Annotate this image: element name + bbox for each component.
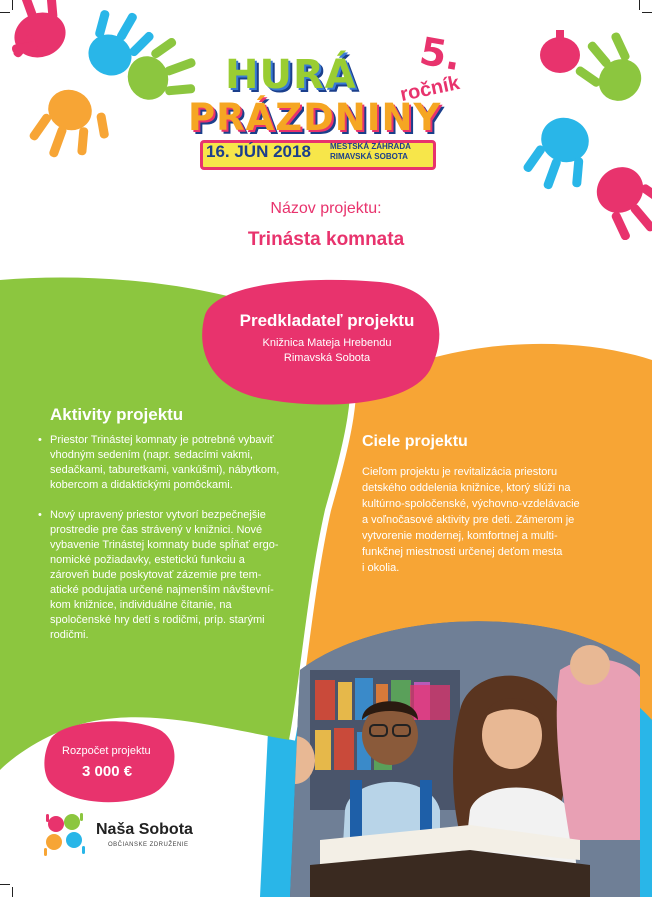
crop-mark: [642, 12, 652, 13]
activity-line: nomické požiadavky, estetickú funkciu a: [50, 554, 245, 566]
activity-line: vybavenie Trinástej komnaty bude spĺňať ergo-: [50, 539, 279, 551]
event-place-line2: RIMAVSKÁ SOBOTA: [330, 152, 408, 161]
activity-line: vhodným sedením (napr. sedacími vakmi,: [50, 449, 253, 461]
project-label: Názov projektu:: [270, 200, 382, 217]
goals-line: funkčnej miestnosti určenej deťom mesta: [362, 546, 563, 558]
activity-item: [38, 508, 328, 643]
activity-line: atické podujatia určené najmenším návštevní-: [50, 584, 274, 596]
submitter-line1: Knižnica Mateja Hrebendu: [262, 337, 392, 349]
activities-title: Aktivity projektu: [50, 405, 184, 424]
bullet-icon: •: [38, 509, 42, 521]
activity-line: zároveň bude poskytovať zázemie pre tem-: [50, 569, 262, 581]
bullet-icon: •: [38, 434, 42, 446]
budget-label: Rozpočet projektu: [62, 745, 151, 757]
goals-line: i okolia.: [362, 562, 400, 574]
budget-value: 3 000 €: [82, 763, 133, 780]
goals-line: kultúrno-spoločenské, výchovno-vzdelávacie: [362, 498, 580, 510]
submitter-title: Predkladateľ projektu: [239, 311, 415, 330]
goals-line: vytvorenie modernej, komfortnej a multi-: [362, 530, 558, 542]
goals-line: a voľnočasové aktivity pre deti. Zámerom je: [362, 514, 575, 526]
event-place-line1: MESTSKÁ ZÁHRADA: [330, 142, 411, 151]
goals-line: Cieľom projektu je revitalizácia priestoru: [362, 466, 558, 478]
organization-name: Naša Sobota: [96, 821, 193, 838]
goals-line: detského oddelenia knižnice, ktorý slúži na: [362, 482, 571, 494]
activity-line: spoločenské hry detí s rodičmi, príp. starými: [50, 614, 265, 626]
project-name: Trinásta komnata: [247, 229, 405, 250]
edition-number: 5.: [416, 28, 465, 80]
goals-title: Ciele projektu: [362, 433, 468, 450]
logo-hura: HURÁ: [225, 52, 357, 98]
edition-word: ročník: [398, 72, 462, 107]
activity-line: Priestor Trinástej komnaty je potrebné vybaviť: [50, 434, 274, 446]
activity-line: Nový upravený priestor vytvorí bezpečnejšie: [50, 509, 266, 521]
organization-subtitle: OBČIANSKE ZDRUŽENIE: [108, 842, 189, 848]
crop-mark: [639, 0, 640, 10]
children-reading-photo: [290, 610, 642, 897]
activity-line: kobercom a didaktickými pomôckami.: [50, 479, 233, 491]
hands-logo-icon: [42, 812, 90, 856]
activity-line: kom knižnice, individuálne čítanie, na: [50, 599, 232, 611]
goals-text: [362, 464, 627, 576]
logo-prazdniny: PRÁZDNINY: [188, 96, 442, 139]
hands-left-decoration-icon: [0, 0, 200, 175]
activity-line: rodičmi.: [50, 629, 89, 641]
activity-item: [38, 433, 328, 493]
submitter-line2: Rimavská Sobota: [283, 352, 371, 364]
event-date: 16. JÚN 2018: [206, 142, 311, 161]
activity-line: prostredie pre čas strávený v knižnici. Nové: [50, 524, 263, 536]
activity-line: sedačkami, taburetkami, vankúšmi), nábytkom,: [50, 464, 280, 476]
